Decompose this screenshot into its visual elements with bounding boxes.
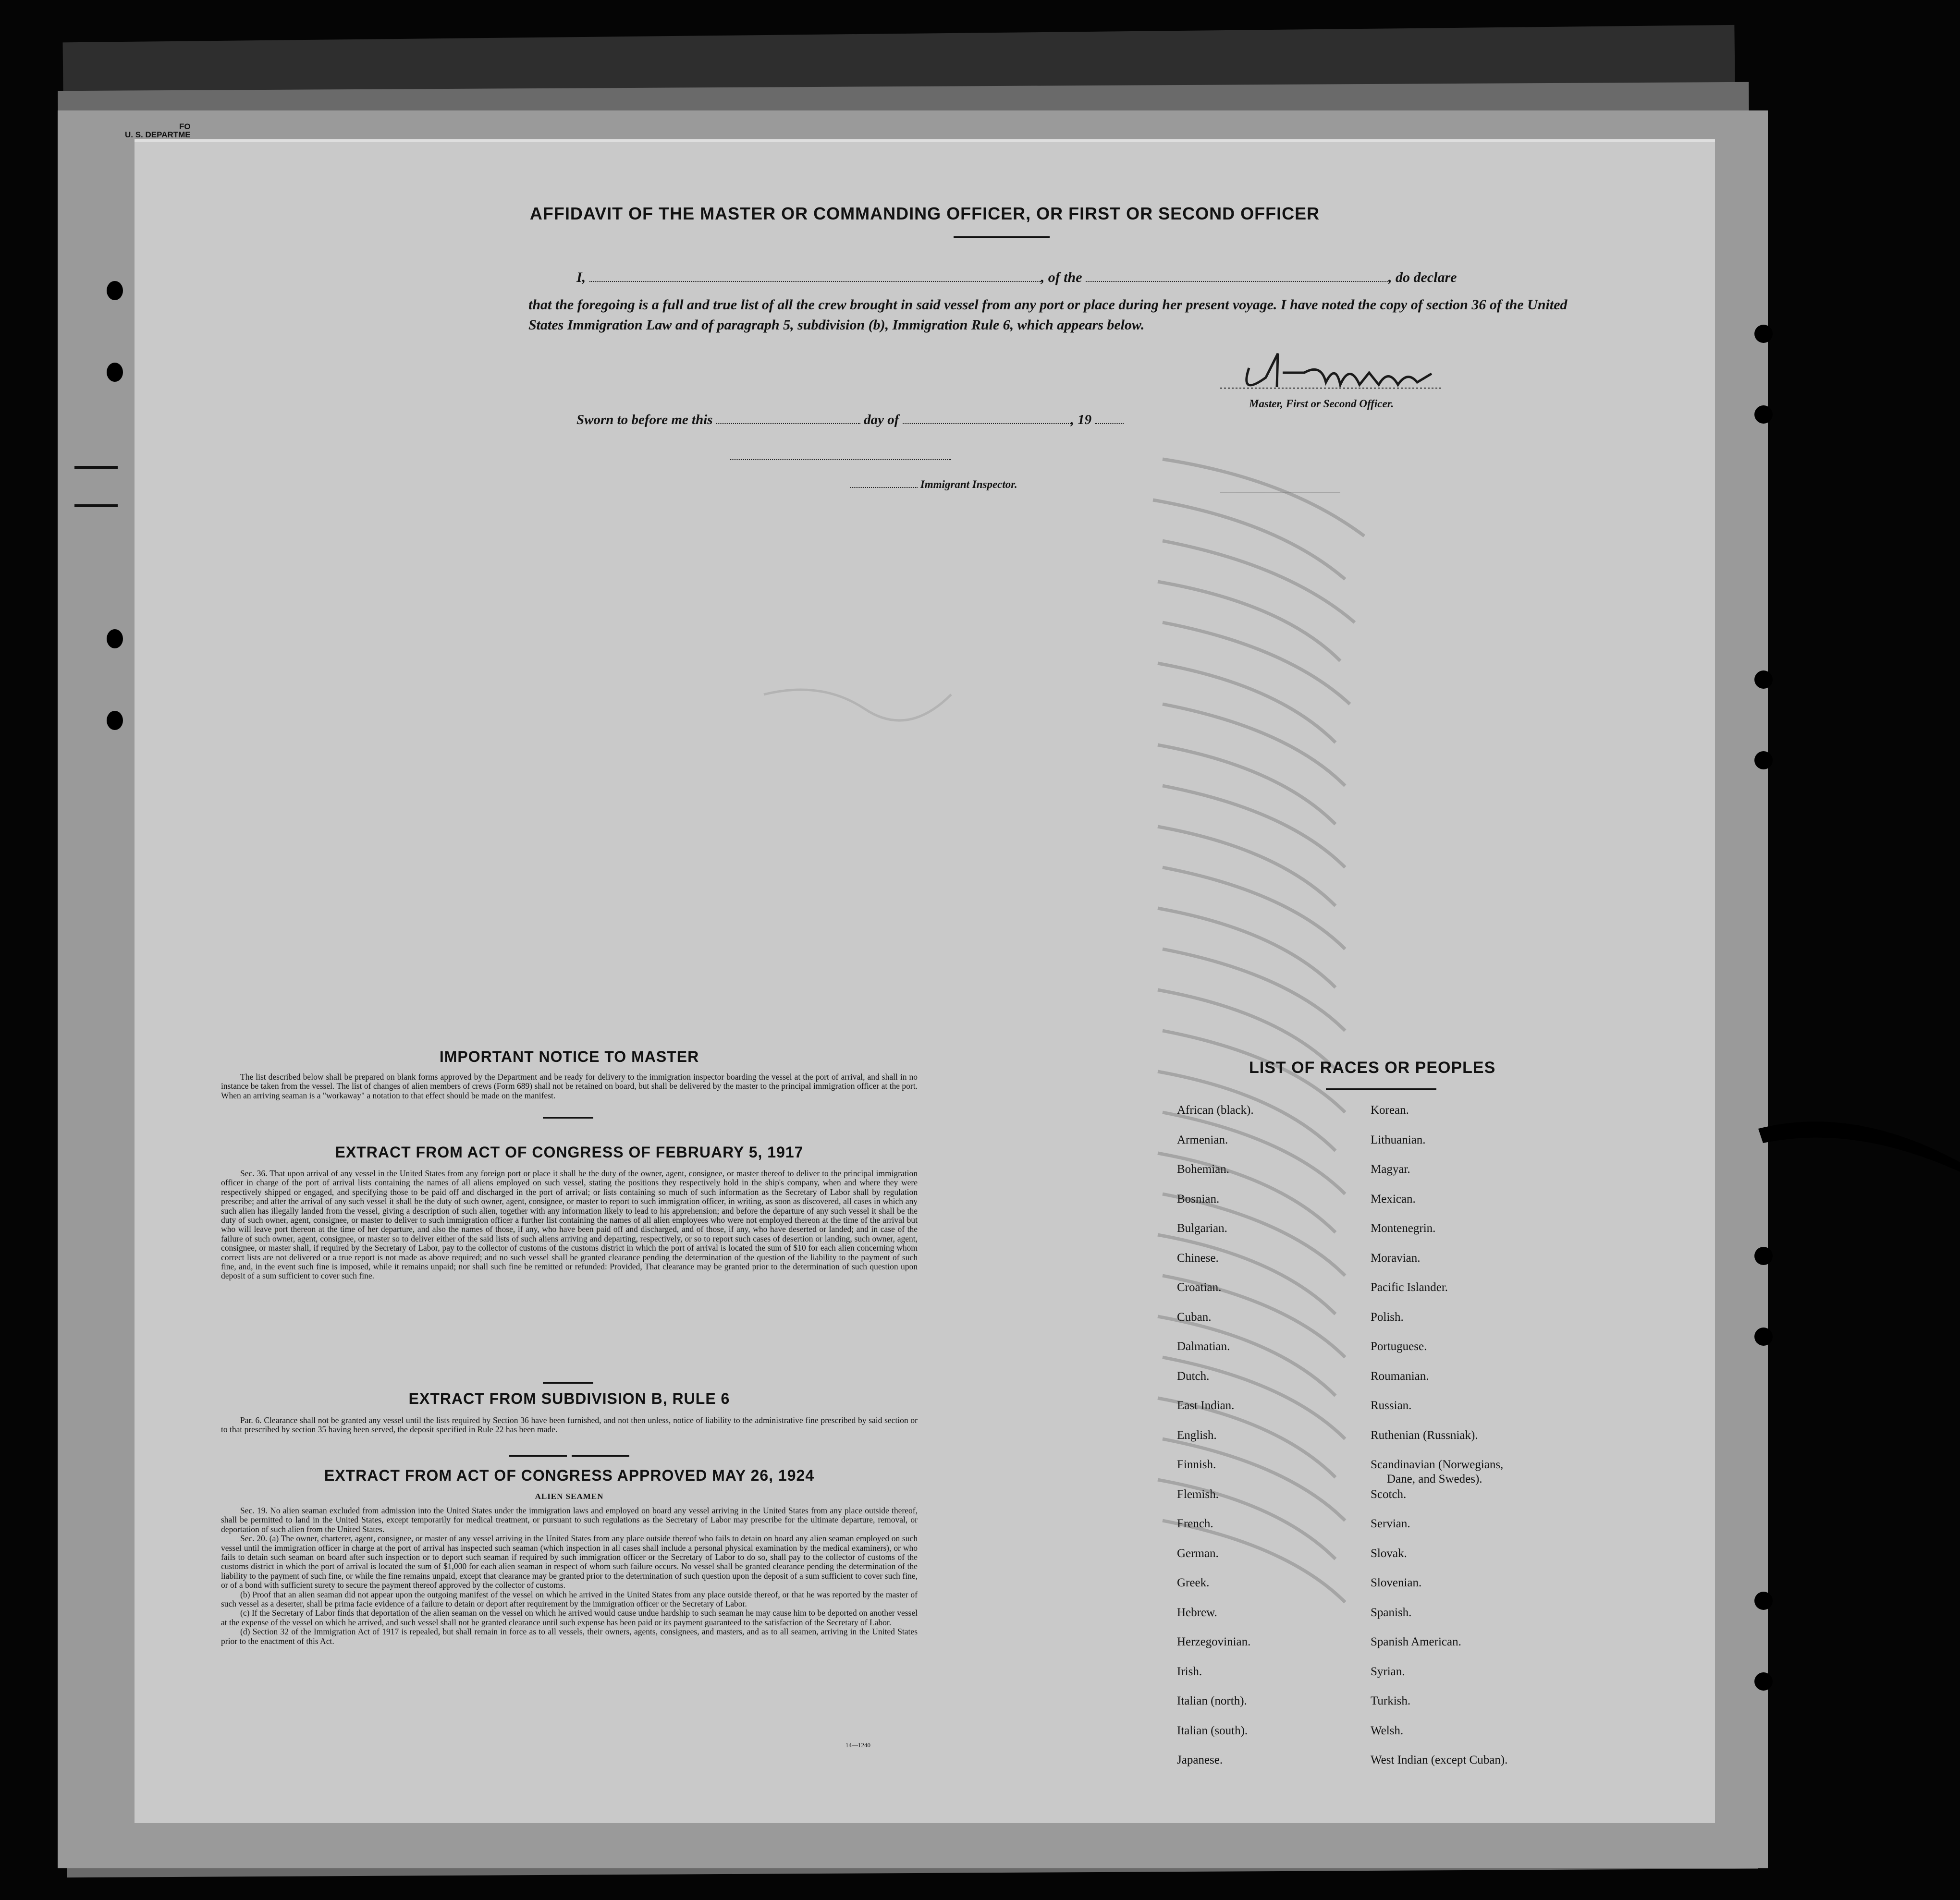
race-item: Magyar. — [1371, 1163, 1410, 1176]
race-item: Flemish. — [1177, 1487, 1219, 1501]
stamp-line: U. S. DEPARTME — [125, 130, 191, 139]
declaration-of-the: , of the — [1041, 269, 1082, 285]
notice-body: The list described below shall be prepared on blank forms approved by the Department and be ready for delivery to the immigration inspector boarding the vessel at the port of arrival, and shall in no instance be taken from the vessel. The list of changes of alien members of crews (Form 689) shall not be retained on board, but shall be delivered by the master to the principal immigration officer at the port. When an arriving seaman is a "workaway" a notation to that effect should be made on the manifest. — [221, 1072, 918, 1100]
race-item: Montenegrin. — [1371, 1222, 1436, 1235]
race-item: English. — [1177, 1428, 1217, 1442]
sworn-day-blank — [716, 423, 860, 424]
margin-mark — [74, 504, 118, 507]
ship-blank — [1086, 281, 1388, 282]
race-item: Pacific Islander. — [1371, 1281, 1448, 1294]
sworn-label: Sworn to before me this — [576, 412, 713, 427]
race-item: Polish. — [1371, 1310, 1404, 1324]
race-item: Slovenian. — [1371, 1576, 1422, 1589]
inspector-label: Immigrant Inspector. — [920, 478, 1017, 490]
binder-hole — [1754, 1672, 1773, 1691]
binder-hole — [1754, 405, 1773, 424]
race-item: Russian. — [1371, 1399, 1412, 1412]
race-item: Bohemian. — [1177, 1163, 1230, 1176]
race-item: Moravian. — [1371, 1251, 1421, 1265]
binder-hole — [1754, 751, 1773, 769]
race-item: Roumanian. — [1371, 1369, 1429, 1383]
master-signature — [1220, 344, 1441, 397]
inspector-line — [850, 478, 1017, 491]
race-item: Spanish. — [1371, 1606, 1412, 1619]
declaration-i: I, — [576, 269, 586, 285]
affidavit-title: AFFIDAVIT OF THE MASTER OR COMMANDING OFFICER, OR FIRST OR SECOND OFFICER — [529, 204, 1320, 223]
sworn-day-of: day of — [864, 412, 899, 427]
race-item: French. — [1177, 1517, 1213, 1530]
race-item: Cuban. — [1177, 1310, 1212, 1324]
extract2-body: Par. 6. Clearance shall not be granted any vessel until the lists required by Section 36 have been furnished, and not then unless, notice of liability to the administrative fine prescribed by said section or to that prescribed by section 35 having been served, the deposit specified in Rule 22 has been made. — [221, 1415, 918, 1435]
race-item: Mexican. — [1371, 1192, 1416, 1206]
binder-hole — [107, 711, 123, 730]
race-item: Korean. — [1371, 1104, 1409, 1117]
margin-mark — [74, 466, 118, 469]
race-item: Scotch. — [1371, 1487, 1407, 1501]
race-item: Irish. — [1177, 1665, 1202, 1678]
extract1-title: EXTRACT FROM ACT OF CONGRESS OF FEBRUARY 5, 1917 — [335, 1144, 804, 1161]
binder-hole — [1754, 670, 1773, 689]
declaration-body: that the foregoing is a full and true list of all the crew brought in said vessel from any port or place during her present voyage. I have noted the copy of section 36 of the United States Immigration Law and of paragraph 5, subdivision (b), Immigration Rule 6, which appears below. — [528, 297, 1568, 333]
race-item: African (black). — [1177, 1104, 1254, 1117]
race-item: Scandinavian (Norwegians, — [1371, 1458, 1504, 1471]
sworn-month-blank — [903, 423, 1071, 424]
race-item: Syrian. — [1371, 1665, 1405, 1678]
extract2-title: EXTRACT FROM SUBDIVISION B, RULE 6 — [408, 1390, 730, 1407]
sworn-year-blank — [1095, 423, 1124, 424]
form-number: 14—1240 — [845, 1742, 870, 1749]
race-item: Portuguese. — [1371, 1340, 1427, 1353]
divider — [572, 1455, 629, 1457]
binder-hole — [107, 363, 123, 382]
extract1-body: Sec. 36. That upon arrival of any vessel in the United States from any foreign port or place it shall be the duty of the owner, agent, consignee, or master thereof to deliver to the principal immigration officer in charge of the port of arrival lists containing the names of all aliens employed on such vessel, stating the positions they respectively hold in the ship's company, when and where they were respectively shipped or engaged, and specifying those to be paid off and discharged in the port of arrival; or lists containing so much of such information as the Secretary of Labor shall by regulation prescribe; and after the arrival of any such vessel it shall be the duty of such owner, agent, consignee, or master to report to such immigration officer, in writing, as soon as discovered, all cases in which any such alien has illegally landed from the vessel, giving a description of such alien, together with any information likely to lead to his apprehension; and before the departure of any such vessel it shall be the duty of such owner, agent, consignee, or master to deliver to such immigration officer a further list containing the names of all alien employees who were not employed thereon at the time of the arrival but who will leave port thereon at the time of her departure, and also the names of those, if any, who have been paid off and discharged, and of those, if any, who have deserted or landed; and in case of the failure of such owner, agent, consignee, or master so to deliver either of the said lists of such aliens arriving and departing, respectively, or so to report such cases of desertion or landing, such owner, agent, consignee, or master shall, if required by the Secretary of Labor, pay to the collector of customs of the customs district in which the port of arrival is located the sum of $10 for each alien concerning whom correct lists are not delivered or a true report is not made as above required; and no such vessel shall be granted clearance pending the determination of the question of the liability to the payment of such fine, and, in the event such fine is imposed, while it remains unpaid; nor shall such fine be remitted or refunded: Provided, That clearance may be granted prior to the determination of such question upon deposit of a sum sufficient to cover such fine. — [221, 1169, 918, 1281]
race-item: Dutch. — [1177, 1369, 1210, 1383]
extract3-para: (d) Section 32 of the Immigration Act of 1917 is repealed, but shall remain in force as to all vessels, their owners, agents, consignees, and masters, and as to all seamen, arriving in the United States prior to the enactment of this Act. — [221, 1627, 918, 1646]
race-item: Ruthenian (Russniak). — [1371, 1428, 1478, 1442]
binder-hole — [107, 629, 123, 648]
race-item: Croatian. — [1177, 1281, 1222, 1294]
declaration-end: , do declare — [1388, 269, 1457, 285]
bleed-through-text: ──────────────── — [1220, 486, 1340, 500]
extract3-body — [221, 1506, 918, 1646]
notice-title: IMPORTANT NOTICE TO MASTER — [439, 1048, 699, 1065]
races-title: LIST OF RACES OR PEOPLES — [1249, 1059, 1496, 1077]
race-item: Herzegovinian. — [1177, 1635, 1251, 1648]
extract3-para: Sec. 20. (a) The owner, charterer, agent, consignee, or master of any vessel arriving in the United States from any place outside thereof who fails to detain on board any alien seaman employed on such vessel until the immigration officer in charge at the port of arrival has inspected such seaman (which inspection in all cases shall include a personal physical examination by the medical examiners), or who fails to detain such seaman on board after such inspection or to deport such seaman if required by such immigration officer or the Secretary of Labor to do so, shall pay to the collector of customs of the customs district in which the port of arrival is located the sum of $1,000 for each alien seaman in respect of whom such failure occurs. No vessel shall be granted clearance pending the determination of the liability to the payment of such fine, or while the fine remains unpaid, except that clearance may be granted prior to the determination of such question upon the deposit of a sum sufficient to cover such fine, or of a bond with sufficient surety to secure the payment thereof approved by the collector of customs. — [221, 1534, 918, 1590]
extract3-title: EXTRACT FROM ACT OF CONGRESS APPROVED MAY 26, 1924 — [324, 1467, 815, 1484]
race-item: Dalmatian. — [1177, 1340, 1230, 1353]
divider — [509, 1455, 567, 1457]
inspector-blank — [850, 487, 918, 488]
inspector-signature-line — [730, 459, 951, 460]
race-item: Italian (north). — [1177, 1694, 1247, 1707]
race-item: Spanish American. — [1371, 1635, 1461, 1648]
race-item: German. — [1177, 1547, 1219, 1560]
race-item: Finnish. — [1177, 1458, 1216, 1471]
race-item: Bosnian. — [1177, 1192, 1220, 1206]
page-tear — [1758, 1105, 1960, 1393]
race-item: Greek. — [1177, 1576, 1210, 1589]
race-item: Armenian. — [1177, 1133, 1228, 1146]
declaration-line — [576, 269, 1457, 286]
extract3-subtitle: ALIEN SEAMEN — [535, 1492, 604, 1501]
race-item: Italian (south). — [1177, 1724, 1248, 1737]
race-item: Hebrew. — [1177, 1606, 1217, 1619]
race-item: Slovak. — [1371, 1547, 1407, 1560]
race-item: Bulgarian. — [1177, 1222, 1227, 1235]
affidavit-page — [135, 139, 1715, 1823]
binder-hole — [107, 281, 123, 300]
race-item: Lithuanian. — [1371, 1133, 1426, 1146]
race-item: Dane, and Swedes). — [1387, 1473, 1482, 1486]
sworn-line — [576, 412, 1124, 428]
name-blank — [589, 281, 1041, 282]
race-item: Welsh. — [1371, 1724, 1404, 1737]
sworn-year: , 19 — [1070, 412, 1092, 427]
extract3-para: (c) If the Secretary of Labor finds that deportation of the alien seaman on the vessel on which he arrived would cause undue hardship to such seaman he may cause him to be deported on another vessel at the expense of the vessel on which he arrived, and such vessel shall not be granted clearance until such expense has been paid or its payment guaranteed to the satisfaction of the Secretary of Labor. — [221, 1608, 918, 1627]
divider — [543, 1117, 593, 1119]
binder-hole — [1754, 1592, 1773, 1610]
signature-caption: Master, First or Second Officer. — [1249, 398, 1394, 410]
divider — [543, 1382, 593, 1384]
race-item: West Indian (except Cuban). — [1371, 1754, 1508, 1766]
race-item: Servian. — [1371, 1517, 1410, 1530]
title-underline — [954, 236, 1050, 238]
races-underline — [1326, 1088, 1436, 1090]
stamp-line: FO — [179, 122, 191, 131]
binder-hole — [1754, 325, 1773, 343]
race-item: East Indian. — [1177, 1399, 1235, 1412]
race-item: Chinese. — [1177, 1251, 1219, 1265]
race-item: Turkish. — [1371, 1694, 1411, 1707]
extract3-para: (b) Proof that an alien seaman did not appear upon the outgoing manifest of the vessel on which he arrived in the United States from any place outside thereof, or that he was reported by the master of such vessel as a deserter, shall be prima facie evidence of a failure to detain or deport after requirement by the immigration officer or the Secretary of Labor. — [221, 1589, 918, 1609]
extract3-para: Sec. 19. No alien seaman excluded from admission into the United States under the immigration laws and employed on board any vessel arriving in the United States from any place outside thereof, shall be permitted to land in the United States, except temporarily for medical treatment, or pursuant to such regulations as the Secretary of Labor may prescribe for the ultimate departure, removal, or deportation of such alien from the United States. — [221, 1506, 918, 1534]
race-item: Japanese. — [1177, 1754, 1223, 1766]
